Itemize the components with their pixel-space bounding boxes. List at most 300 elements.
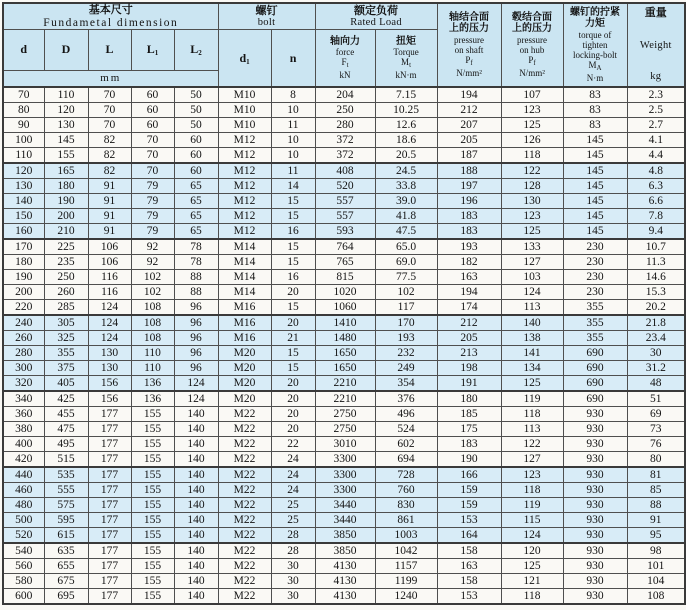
cell: 535 (44, 467, 88, 483)
cell: 177 (88, 407, 131, 422)
table-row (3, 361, 685, 376)
cell: 15 (271, 361, 315, 376)
cell: 60 (131, 87, 174, 103)
cell: 110 (131, 361, 174, 376)
cell: M10 (218, 118, 271, 133)
cell: 4130 (315, 559, 375, 574)
cell: 930 (563, 528, 627, 544)
cell: 815 (315, 270, 375, 285)
cell: 82 (88, 163, 131, 179)
cell: 70 (131, 133, 174, 148)
cell: 190 (3, 270, 44, 285)
cell: 1410 (315, 315, 375, 331)
cell: 158 (437, 543, 501, 559)
cell: 3850 (315, 543, 375, 559)
cell: 557 (315, 209, 375, 224)
cell: 140 (174, 452, 218, 468)
cell: 2210 (315, 376, 375, 392)
cell: 7.8 (627, 209, 685, 224)
cell: 123 (501, 467, 563, 483)
cell: 557 (315, 194, 375, 209)
cell: 830 (375, 498, 437, 513)
header-torque: 扭矩 Torque $M_t$ kN·m (375, 30, 437, 87)
cell: 60 (174, 148, 218, 164)
cell: 110 (44, 87, 88, 103)
cell: 69 (627, 407, 685, 422)
cell: 240 (3, 315, 44, 331)
table-body (3, 87, 685, 604)
cell: 177 (88, 498, 131, 513)
cell: 20 (271, 422, 315, 437)
cell: 91 (627, 513, 685, 528)
cell: 194 (437, 87, 501, 103)
cell: 83 (563, 103, 627, 118)
cell: 355 (563, 331, 627, 346)
cell: 183 (437, 437, 501, 452)
cell: M16 (218, 315, 271, 331)
cell: 88 (174, 270, 218, 285)
cell: 70 (88, 118, 131, 133)
cell: 372 (315, 133, 375, 148)
cell: 193 (375, 331, 437, 346)
table-row (3, 194, 685, 209)
cell: 15 (271, 300, 315, 316)
table-row (3, 270, 685, 285)
cell: 70 (88, 87, 131, 103)
cell: M12 (218, 224, 271, 240)
cell: 28 (271, 543, 315, 559)
cell: 153 (437, 513, 501, 528)
cell: 207 (437, 118, 501, 133)
cell: 520 (315, 179, 375, 194)
cell: 2.7 (627, 118, 685, 133)
cell: 20 (271, 315, 315, 331)
table-row (3, 163, 685, 179)
cell: 285 (44, 300, 88, 316)
cell: 123 (501, 209, 563, 224)
cell: M20 (218, 376, 271, 392)
cell: 560 (3, 559, 44, 574)
cell: 78 (174, 255, 218, 270)
cell: 145 (563, 133, 627, 148)
cell: 15.3 (627, 285, 685, 300)
rated-load-en: Rated Load (350, 17, 402, 29)
cell: 73 (627, 422, 685, 437)
cell: 138 (501, 331, 563, 346)
cell: 3440 (315, 498, 375, 513)
cell: 930 (563, 574, 627, 589)
cell: 155 (44, 148, 88, 164)
cell: 130 (88, 361, 131, 376)
table-row (3, 331, 685, 346)
cell: 50 (174, 103, 218, 118)
table-row (3, 498, 685, 513)
cell: 280 (3, 346, 44, 361)
cell: 156 (88, 376, 131, 392)
cell: 108 (131, 331, 174, 346)
bolt-group-zh: 螺钉 (255, 4, 278, 17)
cell: 30 (271, 589, 315, 605)
cell: 140 (174, 407, 218, 422)
cell: 7.15 (375, 87, 437, 103)
cell: 210 (44, 224, 88, 240)
cell: 25 (271, 513, 315, 528)
cell: 235 (44, 255, 88, 270)
header-col-d1: $d_1$ (218, 30, 271, 87)
cell: 118 (501, 483, 563, 498)
cell: 9.4 (627, 224, 685, 240)
cell: 197 (437, 179, 501, 194)
cell: 1003 (375, 528, 437, 544)
table-header (3, 3, 685, 87)
cell: 249 (375, 361, 437, 376)
cell: 98 (627, 543, 685, 559)
cell: 177 (88, 437, 131, 452)
table-row (3, 376, 685, 392)
cell: 118 (501, 148, 563, 164)
cell: 155 (131, 422, 174, 437)
cell: 140 (174, 422, 218, 437)
cell: 230 (563, 285, 627, 300)
cell: 85 (627, 483, 685, 498)
cell: 81 (627, 467, 685, 483)
cell: 320 (3, 376, 44, 392)
cell: M22 (218, 407, 271, 422)
table-row (3, 87, 685, 103)
cell: 760 (375, 483, 437, 498)
cell: 65 (174, 194, 218, 209)
spec-table (2, 2, 686, 605)
table-row (3, 285, 685, 300)
cell: 123 (501, 103, 563, 118)
cell: M10 (218, 103, 271, 118)
cell: 28 (271, 528, 315, 544)
cell: 51 (627, 391, 685, 407)
cell: 103 (501, 270, 563, 285)
pressure-shaft-symbol: $P_f$ (465, 54, 473, 67)
cell: 83 (563, 118, 627, 133)
cell: 15 (271, 255, 315, 270)
cell: 190 (44, 194, 88, 209)
cell: 2.3 (627, 87, 685, 103)
cell: 354 (375, 376, 437, 392)
cell: 116 (88, 285, 131, 300)
cell: 360 (3, 407, 44, 422)
cell: 420 (3, 452, 44, 468)
cell: 690 (563, 361, 627, 376)
cell: 90 (3, 118, 44, 133)
cell: 230 (563, 239, 627, 255)
cell: 128 (501, 179, 563, 194)
cell: 1042 (375, 543, 437, 559)
cell: 170 (375, 315, 437, 331)
cell: 375 (44, 361, 88, 376)
cell: M22 (218, 452, 271, 468)
cell: 250 (315, 103, 375, 118)
cell: 155 (131, 559, 174, 574)
cell: 102 (131, 270, 174, 285)
cell: 155 (131, 467, 174, 483)
cell: 14 (271, 179, 315, 194)
cell: 155 (131, 513, 174, 528)
cell: M12 (218, 133, 271, 148)
table-row (3, 543, 685, 559)
cell: 159 (437, 498, 501, 513)
cell: 24.5 (375, 163, 437, 179)
cell: 183 (437, 224, 501, 240)
cell: 3300 (315, 452, 375, 468)
cell: 166 (437, 467, 501, 483)
cell: 300 (3, 361, 44, 376)
cell: 205 (437, 133, 501, 148)
cell: 150 (3, 209, 44, 224)
cell: 602 (375, 437, 437, 452)
cell: 408 (315, 163, 375, 179)
cell: 70 (131, 148, 174, 164)
cell: 47.5 (375, 224, 437, 240)
cell: 193 (437, 239, 501, 255)
table-row (3, 391, 685, 407)
cell: 155 (131, 452, 174, 468)
cell: 65.0 (375, 239, 437, 255)
cell: 524 (375, 422, 437, 437)
cell: 113 (501, 422, 563, 437)
cell: M12 (218, 209, 271, 224)
cell: 127 (501, 452, 563, 468)
cell: 79 (131, 194, 174, 209)
cell: 18.6 (375, 133, 437, 148)
cell: 120 (501, 543, 563, 559)
tightening-torque-symbol: $M_A$ (588, 59, 602, 72)
cell: 191 (437, 376, 501, 392)
cell: 198 (437, 361, 501, 376)
cell: 124 (501, 285, 563, 300)
cell: 96 (174, 346, 218, 361)
cell: 140 (174, 543, 218, 559)
bolt-group-en: bolt (257, 17, 276, 29)
table-row (3, 467, 685, 483)
cell: 82 (88, 148, 131, 164)
cell: 20 (271, 376, 315, 392)
cell: 930 (563, 559, 627, 574)
cell: 4130 (315, 574, 375, 589)
cell: 122 (501, 163, 563, 179)
cell: 155 (131, 589, 174, 605)
cell: 540 (3, 543, 44, 559)
cell: 196 (437, 194, 501, 209)
cell: 260 (44, 285, 88, 300)
cell: 250 (44, 270, 88, 285)
cell: 205 (437, 331, 501, 346)
cell: 170 (3, 239, 44, 255)
cell: 930 (563, 543, 627, 559)
cell: 20.2 (627, 300, 685, 316)
cell: 158 (437, 574, 501, 589)
cell: 380 (3, 422, 44, 437)
cell: 440 (3, 467, 44, 483)
cell: 140 (501, 315, 563, 331)
cell: 70 (3, 87, 44, 103)
cell: 180 (44, 179, 88, 194)
cell: 6.3 (627, 179, 685, 194)
table-row (3, 422, 685, 437)
cell: 120 (3, 163, 44, 179)
cell: 140 (174, 467, 218, 483)
cell: 405 (44, 376, 88, 392)
cell: 11 (271, 163, 315, 179)
cell: 118 (501, 589, 563, 605)
cell: 159 (437, 483, 501, 498)
table-row (3, 255, 685, 270)
cell: 91 (88, 224, 131, 240)
cell: M12 (218, 179, 271, 194)
cell: 10 (271, 133, 315, 148)
cell: 24 (271, 452, 315, 468)
cell: 8 (271, 87, 315, 103)
cell: 31.2 (627, 361, 685, 376)
cell: 155 (131, 407, 174, 422)
cell: 2750 (315, 407, 375, 422)
cell: 91 (88, 179, 131, 194)
cell: 200 (44, 209, 88, 224)
cell: 155 (131, 498, 174, 513)
cell: 3300 (315, 483, 375, 498)
cell: 355 (44, 346, 88, 361)
cell: 95 (627, 528, 685, 544)
cell: 10 (271, 103, 315, 118)
cell: M12 (218, 148, 271, 164)
cell: 88 (627, 498, 685, 513)
cell: 212 (437, 103, 501, 118)
cell: 1480 (315, 331, 375, 346)
cell: 30 (271, 574, 315, 589)
table-row (3, 179, 685, 194)
table-row (3, 483, 685, 498)
table-row (3, 133, 685, 148)
cell: 177 (88, 422, 131, 437)
cell: 593 (315, 224, 375, 240)
cell: M22 (218, 589, 271, 605)
cell: M22 (218, 574, 271, 589)
table-row (3, 239, 685, 255)
cell: 177 (88, 452, 131, 468)
cell: 2.5 (627, 103, 685, 118)
cell: M20 (218, 346, 271, 361)
cell: 33.8 (375, 179, 437, 194)
cell: 70 (88, 103, 131, 118)
cell: 65 (174, 179, 218, 194)
cell: 1020 (315, 285, 375, 300)
cell: 555 (44, 483, 88, 498)
cell: 107 (501, 87, 563, 103)
cell: 3300 (315, 467, 375, 483)
cell: 141 (501, 346, 563, 361)
cell: 4.1 (627, 133, 685, 148)
cell: 1060 (315, 300, 375, 316)
cell: 177 (88, 543, 131, 559)
cell: 117 (375, 300, 437, 316)
cell: 165 (44, 163, 88, 179)
header-rated-load-group (315, 3, 437, 30)
cell: 145 (563, 194, 627, 209)
cell: 10.7 (627, 239, 685, 255)
cell: 400 (3, 437, 44, 452)
cell: 635 (44, 543, 88, 559)
cell: 79 (131, 224, 174, 240)
header-pressure-shaft: 轴结合面 上的压力 pressure on shaft $P_f$ N/mm² (437, 3, 501, 87)
table-row (3, 589, 685, 605)
cell: 728 (375, 467, 437, 483)
cell: 155 (131, 528, 174, 544)
torque-symbol: $M_t$ (401, 57, 412, 70)
cell: 177 (88, 513, 131, 528)
table-row (3, 300, 685, 316)
header-weight: 重量 Weight kg (627, 3, 685, 87)
header-col-L2: $L_2$ (174, 30, 218, 70)
header-col-L: L (88, 30, 131, 70)
cell: 145 (563, 179, 627, 194)
cell: 600 (3, 589, 44, 605)
cell: 80 (627, 452, 685, 468)
cell: 425 (44, 391, 88, 407)
cell: 125 (501, 376, 563, 392)
header-col-d: d (3, 30, 44, 70)
cell: 180 (3, 255, 44, 270)
cell: M12 (218, 163, 271, 179)
cell: 122 (501, 437, 563, 452)
cell: 930 (563, 483, 627, 498)
cell: 140 (3, 194, 44, 209)
cell: 119 (501, 498, 563, 513)
cell: 182 (437, 255, 501, 270)
cell: 177 (88, 589, 131, 605)
cell: 126 (501, 133, 563, 148)
cell: 21.8 (627, 315, 685, 331)
cell: 110 (3, 148, 44, 164)
cell: 695 (44, 589, 88, 605)
cell: M22 (218, 498, 271, 513)
cell: 70 (131, 163, 174, 179)
cell: 30 (627, 346, 685, 361)
cell: 177 (88, 483, 131, 498)
header-col-n: n (271, 30, 315, 87)
cell: 140 (174, 528, 218, 544)
cell: 60 (174, 133, 218, 148)
cell: 175 (437, 422, 501, 437)
cell: 15 (271, 239, 315, 255)
cell: 376 (375, 391, 437, 407)
cell: 140 (174, 559, 218, 574)
cell: 280 (315, 118, 375, 133)
header-tightening-torque: 螺钉的拧紧 力矩 torque of tighten locking-bolt $M_A$ N·m (563, 3, 627, 87)
cell: 116 (88, 270, 131, 285)
cell: 106 (88, 255, 131, 270)
table-row (3, 346, 685, 361)
cell: 460 (3, 483, 44, 498)
cell: 177 (88, 528, 131, 544)
cell: 102 (131, 285, 174, 300)
cell: M14 (218, 285, 271, 300)
cell: 1199 (375, 574, 437, 589)
cell: 1650 (315, 361, 375, 376)
cell: 24 (271, 483, 315, 498)
cell: 21 (271, 331, 315, 346)
cell: 124 (88, 331, 131, 346)
cell: 930 (563, 407, 627, 422)
cell: 80 (3, 103, 44, 118)
cell: 96 (174, 361, 218, 376)
cell: 140 (174, 574, 218, 589)
